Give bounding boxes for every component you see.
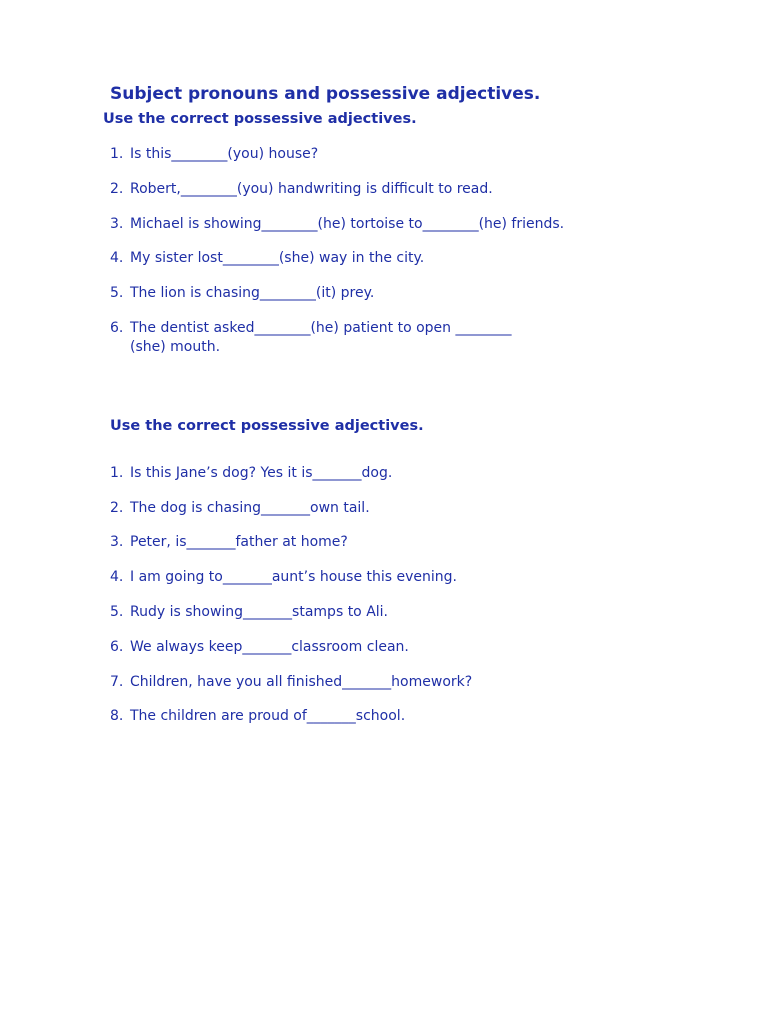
item-text: Is this Jane’s dog? Yes it is_______dog. bbox=[130, 465, 393, 481]
exercise-item bbox=[110, 673, 472, 692]
item-number: 4. bbox=[110, 250, 124, 266]
item-text: Robert,________(you) handwriting is difficult to read. bbox=[130, 181, 493, 197]
item-text: Michael is showing________(he) tortoise to________(he) friends. bbox=[130, 216, 565, 232]
exercise-item bbox=[110, 707, 405, 726]
item-number: 8. bbox=[110, 708, 124, 724]
exercise-item bbox=[110, 533, 348, 552]
exercise-item bbox=[110, 284, 374, 303]
exercise-item bbox=[110, 249, 424, 268]
item-number: 1. bbox=[110, 146, 124, 162]
exercise-item bbox=[110, 145, 318, 164]
item-number: 4. bbox=[110, 569, 124, 585]
item-text: The dentist asked________(he) patient to open ________ bbox=[130, 320, 512, 336]
item-text: The lion is chasing________(it) prey. bbox=[130, 285, 375, 301]
item-number: 5. bbox=[110, 285, 124, 301]
item-number: 6. bbox=[110, 320, 124, 336]
exercise-item bbox=[110, 180, 493, 199]
exercise-item bbox=[110, 499, 370, 518]
exercise-item bbox=[110, 568, 457, 587]
item-text: We always keep_______classroom clean. bbox=[130, 639, 409, 655]
exercise-item bbox=[110, 638, 409, 657]
item-text: Children, have you all finished_______homework? bbox=[130, 674, 473, 690]
item-text: The dog is chasing_______own tail. bbox=[130, 500, 370, 516]
item-text: My sister lost________(she) way in the city. bbox=[130, 250, 425, 266]
page-title: Subject pronouns and possessive adjectives. bbox=[110, 84, 541, 104]
item-number: 3. bbox=[110, 216, 124, 232]
section1-heading: Use the correct possessive adjectives. bbox=[103, 111, 417, 127]
item-text: I am going to_______aunt’s house this evening. bbox=[130, 569, 458, 585]
item-number: 2. bbox=[110, 181, 124, 197]
exercise-item bbox=[110, 319, 511, 357]
item-number: 1. bbox=[110, 465, 124, 481]
item-number: 6. bbox=[110, 639, 124, 655]
exercise-item bbox=[110, 215, 564, 234]
item-text: The children are proud of_______school. bbox=[130, 708, 406, 724]
exercise-item bbox=[110, 464, 392, 483]
item-number: 7. bbox=[110, 674, 124, 690]
item-number: 2. bbox=[110, 500, 124, 516]
item-text: Peter, is_______father at home? bbox=[130, 534, 348, 550]
item-text-continued: (she) mouth. bbox=[130, 339, 221, 355]
section2-heading: Use the correct possessive adjectives. bbox=[110, 418, 424, 434]
item-number: 3. bbox=[110, 534, 124, 550]
item-text: Rudy is showing_______stamps to Ali. bbox=[130, 604, 389, 620]
item-number: 5. bbox=[110, 604, 124, 620]
item-text: Is this________(you) house? bbox=[130, 146, 319, 162]
exercise-item bbox=[110, 603, 388, 622]
